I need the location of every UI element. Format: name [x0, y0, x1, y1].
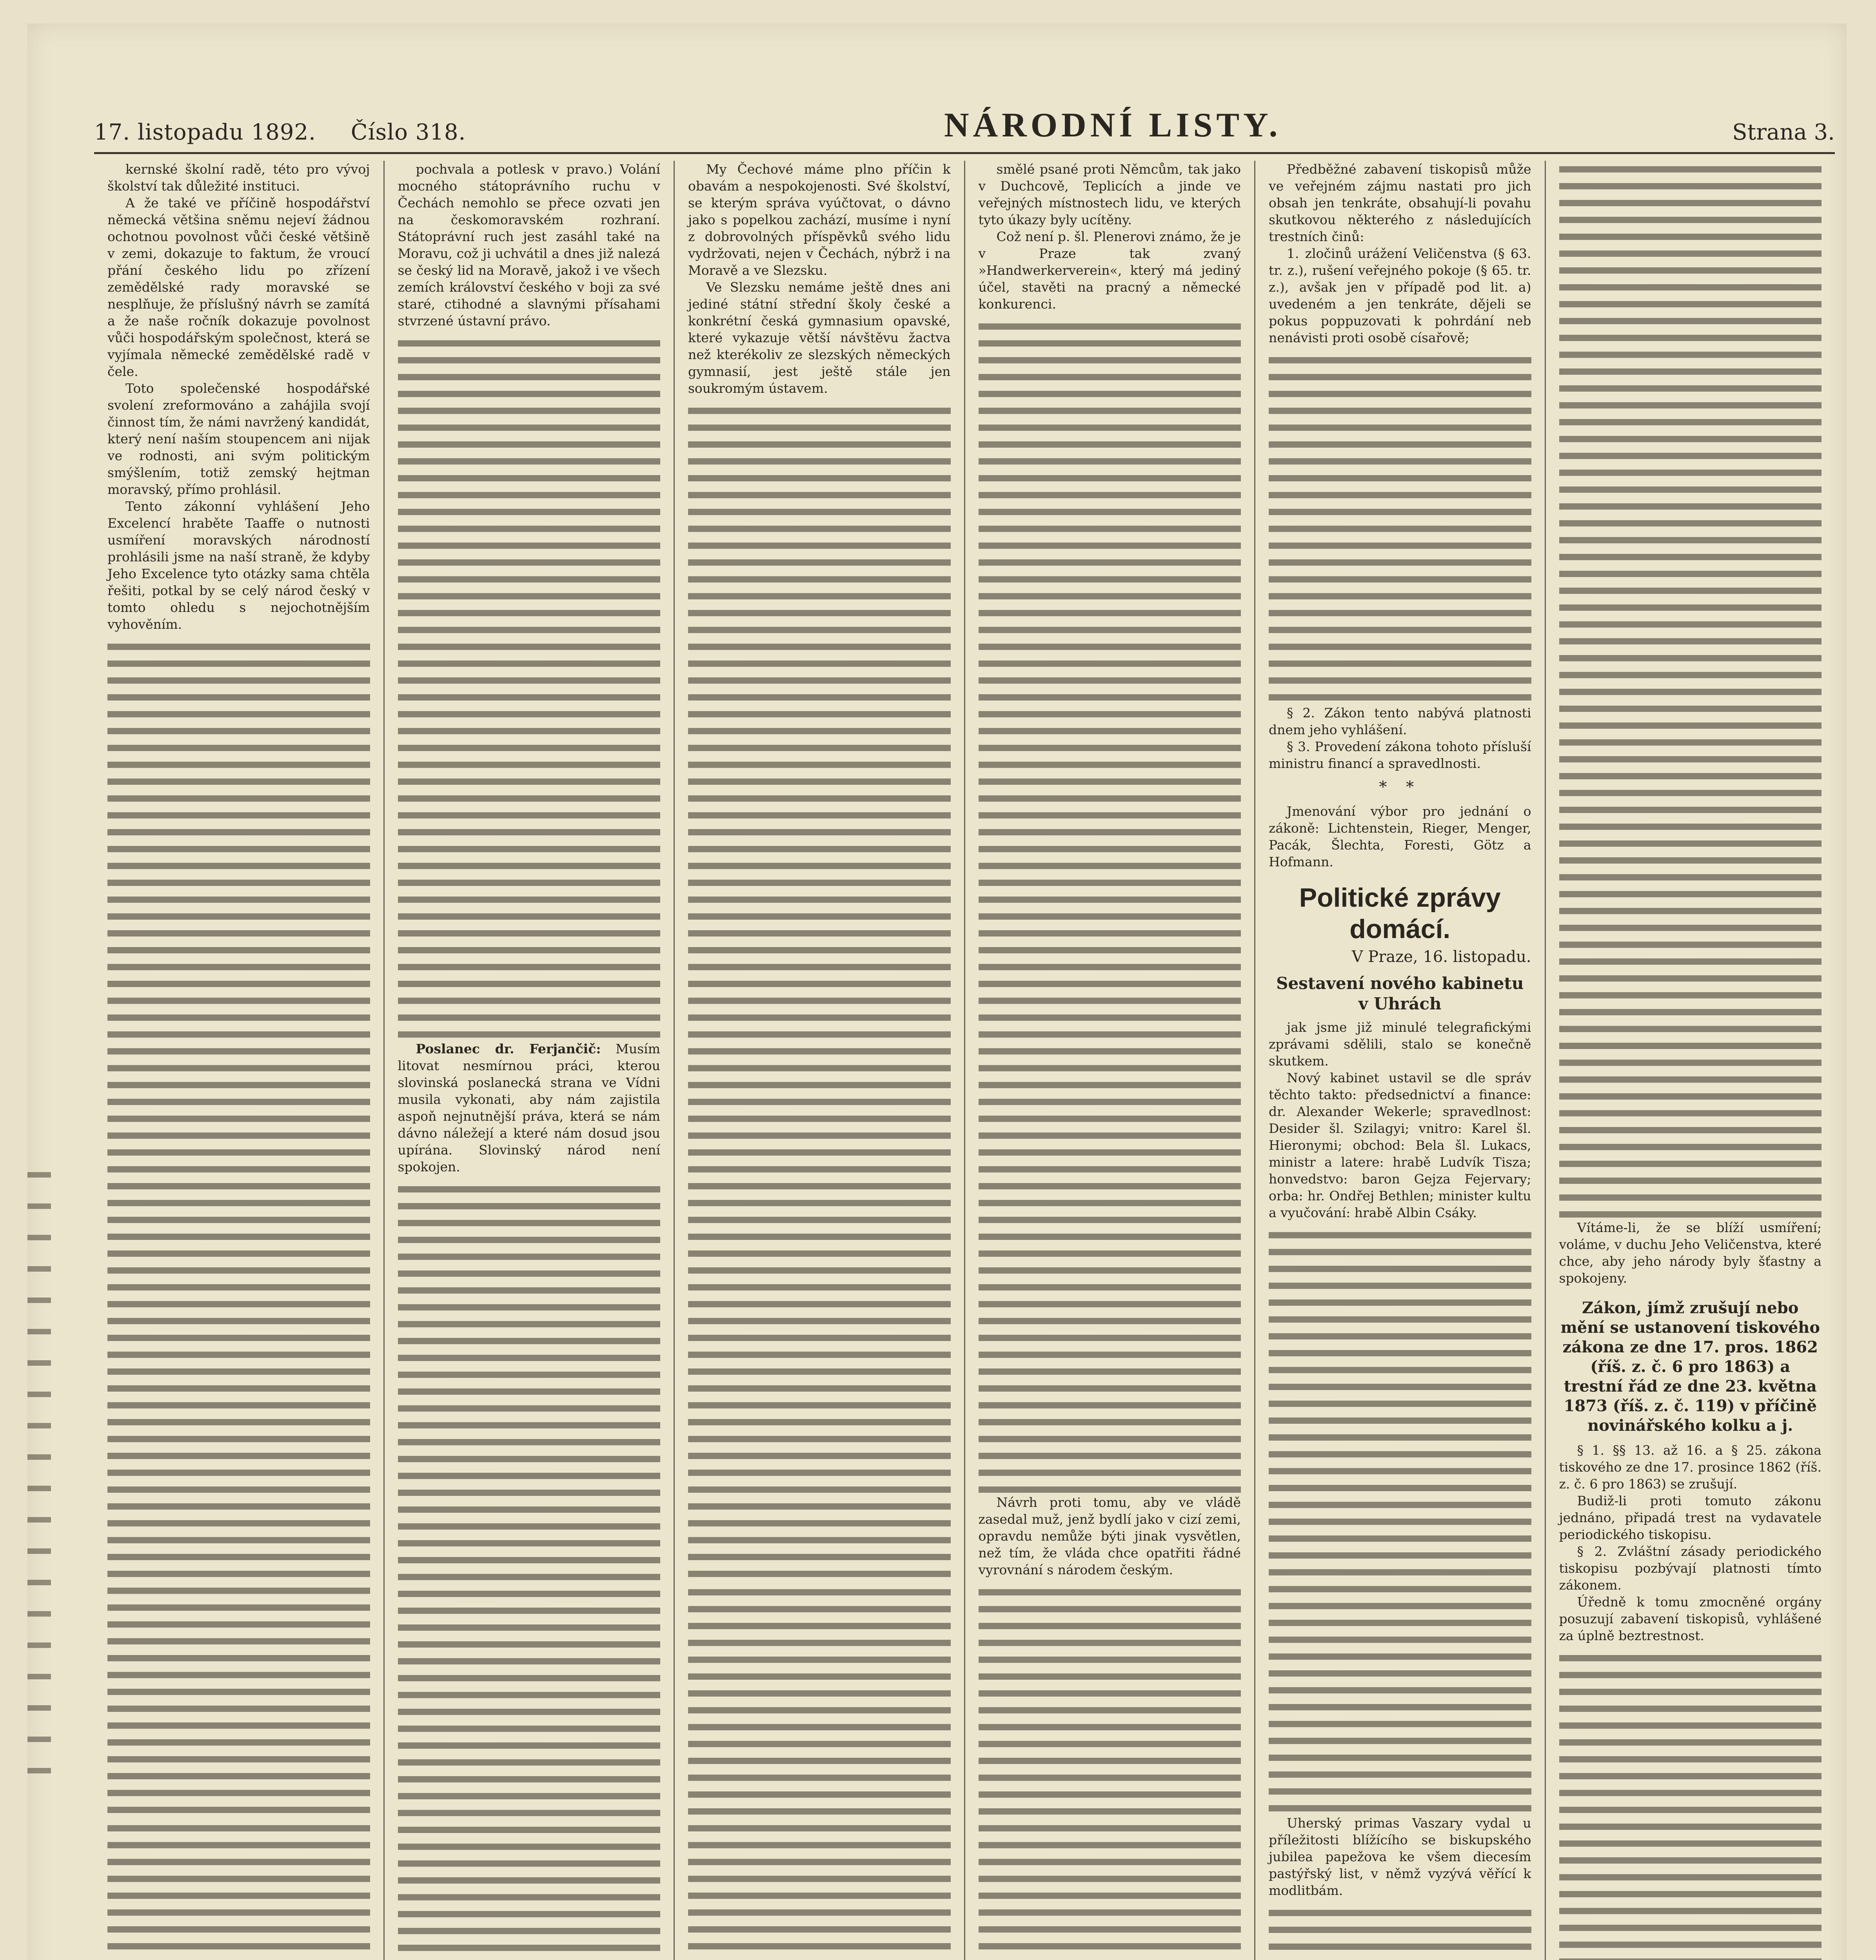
paragraph: Což není p. šl. Plenerovi známo, že je v Praze tak zvaný »Handwerkerverein«, který má jediný účel, stavěti na pracný a německé konkurenci.	[978, 229, 1241, 312]
continuation-text-block	[398, 1181, 661, 1960]
paragraph	[398, 1040, 661, 1175]
paragraph: § 2. Zvláštní zásady periodického tiskopisu pozbývají platnosti tímto zákonem.	[1559, 1544, 1822, 1593]
paragraph: Jmenování výbor pro jednání o zákoně: Lichtenstein, Rieger, Menger, Pacák, Šlechta, Foresti, Götz a Hofmann.	[1269, 804, 1531, 869]
continuation-text-block	[688, 402, 951, 1578]
continuation-text-block	[979, 1584, 1241, 1960]
continuation-text-block	[1269, 1227, 1531, 1815]
paragraph: kernské školní radě, této pro vývoj školství tak důležité instituci.	[107, 162, 370, 194]
paragraph: Nový kabinet ustavil se dle správ těchto takto: předsednictví a finance: dr. Alexander Wekerle; spravedlnost: Desider šl. Szilagyi; vnitro: Karel šl. Hieronymi; obchod: Bela šl. Lukacs, ministr a latere: hrabě Ludvík Tisza; honvedstvo: baron Gejza Fejervary; orba: hr. Ondřej Bethlen; minister kultu a vyučování: hrabě Albin Csáky.	[1269, 1070, 1531, 1220]
newspaper-page	[27, 24, 1847, 1960]
paragraph: Předběžné zabavení tiskopisů může ve veřejném zájmu nastati pro jich obsah jen tenkráte, obsahují-li povahu skutkovou některého z následujících trestních činů:	[1269, 162, 1531, 244]
paragraph: jak jsme již minulé telegrafickými zprávami sdělili, stalo se konečně skutkem.	[1269, 1020, 1531, 1069]
header-left	[94, 120, 493, 145]
paragraph-text: Musím litovat nesmírnou práci, kterou slovinská poslanecká strana ve Vídni musila vykonati, aby nám zajistila aspoň nejnutnější práva, která se nám dávno náležejí a které nám dosud jsou upírána. Slovinský národ není spokojen.	[398, 1041, 660, 1174]
paragraph: Návrh proti tomu, aby ve vládě zasedal muž, jenž bydlí jako v cizí zemi, opravdu nemůže býti jinak vysvětlen, než tím, že vláda chce opatřiti řádné vyrovnání s národem českým.	[978, 1495, 1241, 1577]
law-headline: Zákon, jímž zrušují nebo mění se ustanovení tiskového zákona ze dne 17. pros. 1862 (říš. z. č. 6 pro 1863) a trestní řád ze dne 23. května 1873 (říš. z. č. 119) v příčině novinářského kolku a j.	[1560, 1299, 1820, 1435]
column-2	[385, 161, 675, 1960]
paragraph: Toto společenské hospodářské svolení zreformováno a zahájila svojí činnost tím, že námi navržený kandidát, který není naším stoupencem ani nijak ve rodnosti, ani svým politickým smýšlením, totiž zemský hejtman moravský, přímo prohlásil.	[107, 381, 370, 497]
continuation-text-block	[398, 335, 661, 1040]
section-separator: * *	[1379, 778, 1421, 796]
continuation-text-block	[979, 318, 1241, 1494]
continuation-text-block	[1559, 161, 1822, 1219]
article-columns	[94, 161, 1835, 1960]
speaker-name: Poslanec dr. Ferjančič:	[416, 1041, 601, 1056]
section-title: Politické zprávy domácí.	[1299, 883, 1501, 944]
column-6	[1546, 161, 1835, 1960]
page-header	[94, 86, 1835, 154]
issue-date: 17. listopadu 1892.	[94, 120, 316, 145]
article-headline: Sestavení nového kabinetu v Uhrách	[1276, 974, 1524, 1013]
dateline: V Praze, 16. listopadu.	[1351, 948, 1531, 966]
paragraph: Vítáme-li, že se blíží usmíření; voláme, v duchu Jeho Veličenstva, které chce, aby jeho národy byly šťastny a spokojeny.	[1559, 1220, 1822, 1286]
paragraph: smělé psané proti Němcům, tak jako v Duchcově, Teplicích a jinde ve veřejných místnostech lidu, ve kterých tyto úkazy byly ucítěny.	[978, 162, 1241, 227]
masthead-title: NÁRODNÍ LISTY.	[944, 106, 1282, 144]
paragraph: A že také ve příčině hospodářství německá většina sněmu nejeví žádnou ochotnou povolnost vůči české většině v zemi, dokazuje to faktum, že vroucí přání českého lidu po zřízení zemědělské rady moravské se nesplňuje, že příslušný návrh se zamítá a že naše ročník dokazuje povolnost vůči hospodářským společnost, která se vyjímala německé zemědělské radě v čele.	[107, 195, 370, 379]
paragraph: § 3. Provedení zákona tohoto přísluší ministru financí a spravedlnosti.	[1269, 739, 1531, 771]
continuation-text-block	[107, 638, 370, 1814]
continuation-text-block	[688, 1584, 951, 1960]
issue-number: Číslo 318.	[351, 120, 466, 145]
paragraph: Tento zákonní vyhlášení Jeho Excelencí hraběte Taaffe o nutnosti usmíření moravských národností prohlásili jsme na naší straně, že kdyby Jeho Excelence tyto otázky sama chtěla řešiti, potkal by se celý národ český v tomto ohledu s nejochotnějším vyhověním.	[107, 499, 370, 632]
continuation-text-block	[107, 1820, 370, 1960]
continuation-text-block	[1559, 1650, 1822, 1960]
paragraph: § 1. §§ 13. až 16. a § 25. zákona tiskového ze dne 17. prosince 1862 (říš. z. č. 6 pro 1863) se zrušují.	[1559, 1443, 1822, 1492]
paragraph: § 2. Zákon tento nabývá platnosti dnem jeho vyhlášení.	[1269, 705, 1531, 737]
paragraph: Úředně k tomu zmocněné orgány posuzují zabavení tiskopisů, vyhlášené za úplně beztrestnost.	[1559, 1594, 1822, 1643]
paragraph: pochvala a potlesk v pravo.) Volání mocného státoprávního ruchu v Čechách nemohlo se přece ozvati jen na českomoravském rozhraní. Státoprávní ruch jest zasáhl také na Moravu, což ji uchvátil a dnes již nalezá se český lid na Moravě, jakož i ve všech zemích království českého v boji za své staré, ctihodné a slavnými přísahami stvrzené ústavní právo.	[398, 162, 660, 328]
column-4	[965, 161, 1256, 1960]
paragraph: My Čechové máme plno příčin k obavám a nespokojenosti. Své školství, se kterým správa vyúčtovat, o dávno jako s popelkou zachází, musíme i nyní z dobrovolných příspěvků svého lidu vydržovati, nejen v Čechách, nýbrž i na Moravě a ve Slezsku.	[688, 162, 951, 278]
paragraph: Uherský primas Vaszary vydal u příležitosti blížícího se biskupského jubilea papežova ke všem diecesím pastýřský list, v němž vyzývá věřící k modlitbám.	[1269, 1815, 1531, 1898]
continuation-text-block	[1269, 1904, 1531, 1960]
continuation-text-block	[1269, 352, 1531, 704]
page-number: Strana 3.	[1732, 120, 1835, 145]
paragraph: Ve Slezsku nemáme ještě dnes ani jediné státní střední školy české a konkrétní česká gymnasium opavské, které vykazuje větší návštěvu žactva než kterékoliv ze slezských německých gymnasií, jest ještě stále jen soukromým ústavem.	[688, 279, 951, 396]
paragraph: Budiž-li proti tomuto zákonu jednáno, připadá trest na vydavatele periodického tiskopisu.	[1559, 1493, 1822, 1542]
column-5	[1255, 161, 1546, 1960]
page-edge-binding-marks	[27, 1160, 51, 1788]
paragraph: 1. zločinů urážení Veličenstva (§ 63. tr. z.), rušení veřejného pokoje (§ 65. tr. z.), avšak jen v případě pod lit. a) uvedeném a jen tenkráte, dějeli se pokus poppuzovati k pohrdání neb nenávisti proti osobě císařově;	[1269, 246, 1531, 345]
column-3	[675, 161, 965, 1960]
column-1	[94, 161, 385, 1960]
